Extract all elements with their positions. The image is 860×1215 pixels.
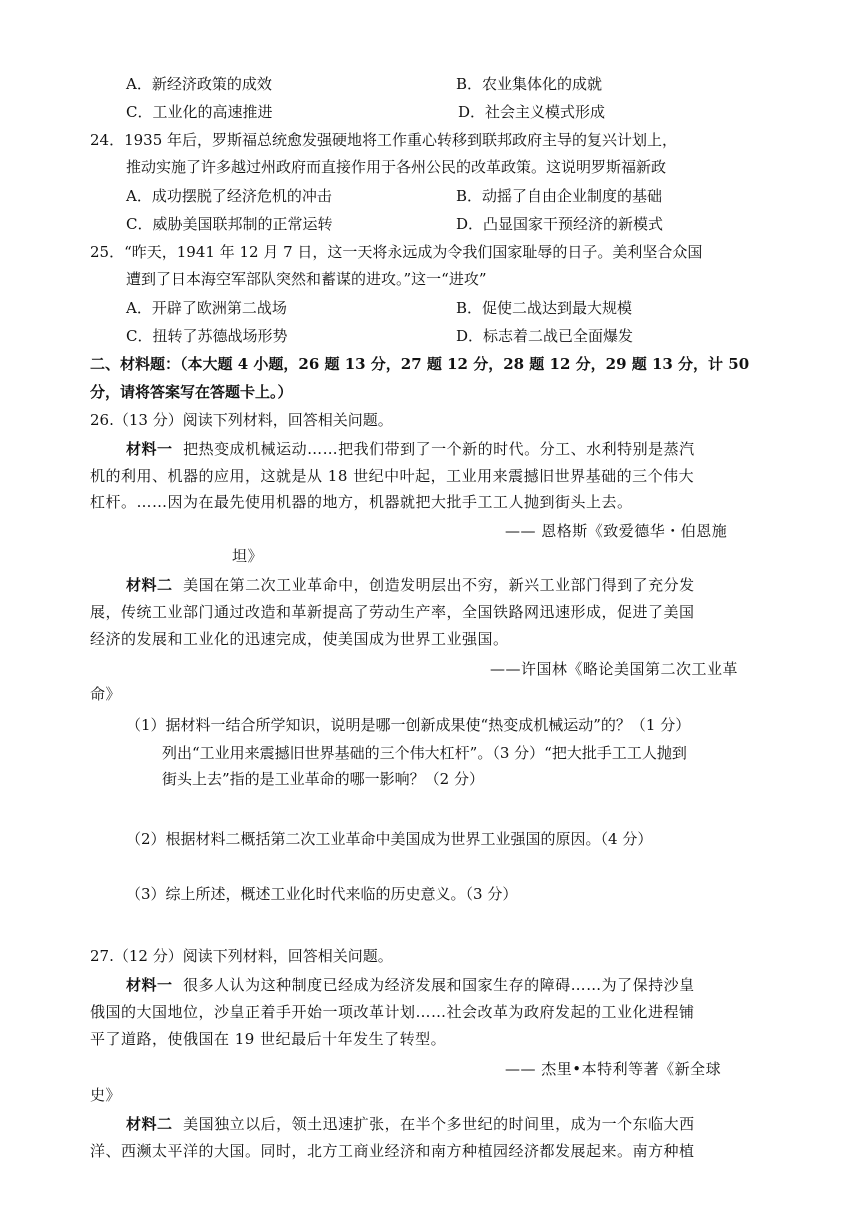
q24-stem-line1: 24．1935 年后，罗斯福总统愈发强硬地将工作重心转移到联邦政府主导的复兴计划上，: [90, 131, 678, 149]
q26-material1-line2: 机的利用、机器的应用，这就是从 18 世纪中叶起，工业用来震撼旧世界基础的三个伟大: [90, 467, 695, 485]
q27-material1-label: 材料一: [126, 976, 173, 994]
q27-intro: 27.（12 分）阅读下列材料，回答相关问题。: [90, 947, 393, 965]
q25-stem-line1: 25．“昨天，1941 年 12 月 7 日，这一天将永远成为令我们国家耻辱的日子。美利坚合众国: [90, 243, 703, 261]
q23-option-a: A．新经济政策的成效: [126, 75, 272, 93]
q27-material1-line2: 俄国的大国地位，沙皇正着手开始一项改革计划……社会改革为政府发起的工业化进程铺: [90, 1003, 695, 1021]
q26-material2-line2: 展，传统工业部门通过改造和革新提高了劳动生产率，全国铁路网迅速形成，促进了美国: [90, 603, 695, 621]
q27-material1-line1: [126, 975, 695, 995]
q25-option-c: C．扭转了苏德战场形势: [126, 327, 288, 345]
q26-material2-line1: [126, 575, 695, 595]
q26-material2-source-line2: 命》: [90, 685, 122, 703]
section-heading-line1: 二、材料题：（本大题 4 小题，26 题 13 分，27 题 12 分，28 题 12 分，29 题 13 分，计 50: [90, 355, 750, 373]
q26-material1-line3: 杠杆。……因为在最先使用机器的地方，机器就把大批手工工人抛到街头上去。: [90, 493, 633, 511]
q25-option-a: A．开辟了欧洲第二战场: [126, 299, 287, 317]
q26-material2-source-line1: ——许国林《略论美国第二次工业革: [490, 660, 739, 678]
q23-option-d: D．社会主义模式形成: [458, 103, 606, 121]
q26-subquestion1-line1: （1）据材料一结合所学知识，说明是哪一创新成果使“热变成机械运动”的？（1 分）: [126, 716, 691, 734]
q24-option-d: D．凸显国家干预经济的新模式: [456, 215, 664, 233]
q23-option-b: B．农业集体化的成就: [456, 75, 603, 93]
q24-option-c: C．威胁美国联邦制的正常运转: [126, 215, 333, 233]
q25-option-b: B．促使二战达到最大规模: [456, 299, 633, 317]
q27-material1-source-line1: —— 杰里•本特利等著《新全球: [505, 1060, 722, 1078]
q27-material1-line3: 平了道路，使俄国在 19 世纪最后十年发生了转型。: [90, 1030, 447, 1048]
q26-subquestion2: （2）根据材料二概括第二次工业革命中美国成为世界工业强国的原因。（4 分）: [126, 830, 653, 848]
q26-subquestion1-line3: 街头上去”指的是工业革命的哪一影响？（2 分）: [162, 770, 484, 788]
section-heading-line2: 分，请将答案写在答题卡上。）: [90, 383, 293, 401]
q26-subquestion1-line2: 列出“工业用来震撼旧世界基础的三个伟大杠杆”。（3 分）“把大批手工工人抛到: [162, 744, 687, 762]
q26-subquestion3: （3）综上所述，概述工业化时代来临的历史意义。（3 分）: [126, 885, 518, 903]
q26-material1-label: 材料一: [126, 440, 173, 458]
q25-stem-line2: 遭到了日本海空军部队突然和蓄谋的进攻。”这一“进攻”: [126, 270, 487, 288]
q26-material1-text1: 把热变成机械运动……把我们带到了一个新的时代。分工、水利特别是蒸汽: [183, 440, 695, 458]
q24-option-b: B．动摇了自由企业制度的基础: [456, 187, 663, 205]
q27-material1-text1: 很多人认为这种制度已经成为经济发展和国家生存的障碍……为了保持沙皇: [183, 976, 695, 994]
q26-material1-source-line2: 坦》: [232, 547, 264, 565]
q25-option-d: D．标志着二战已全面爆发: [456, 327, 634, 345]
q24-stem-line2: 推动实施了许多越过州政府而直接作用于各州公民的改革政策。这说明罗斯福新政: [126, 158, 667, 176]
q27-material2-line1: [126, 1114, 695, 1134]
q26-material2-line3: 经济的发展和工业化的迅速完成，使美国成为世界工业强国。: [90, 630, 509, 648]
q27-material2-line2: 洋、西濒太平洋的大国。同时，北方工商业经济和南方种植园经济都发展起来。南方种植: [90, 1142, 695, 1160]
q26-material2-label: 材料二: [126, 576, 173, 594]
q26-material1-line1: [126, 439, 695, 459]
q26-intro: 26.（13 分）阅读下列材料，回答相关问题。: [90, 411, 393, 429]
q27-material1-source-line2: 史》: [90, 1086, 122, 1104]
q27-material2-text1: 美国独立以后，领土迅速扩张，在半个多世纪的时间里，成为一个东临大西: [183, 1115, 695, 1133]
q24-option-a: A．成功摆脱了经济危机的冲击: [126, 187, 332, 205]
q26-material2-text1: 美国在第二次工业革命中，创造发明层出不穷，新兴工业部门得到了充分发: [183, 576, 695, 594]
q26-material1-source-line1: —— 恩格斯《致爱德华・伯恩施: [505, 522, 728, 540]
q23-option-c: C．工业化的高速推进: [126, 103, 273, 121]
q27-material2-label: 材料二: [126, 1115, 173, 1133]
